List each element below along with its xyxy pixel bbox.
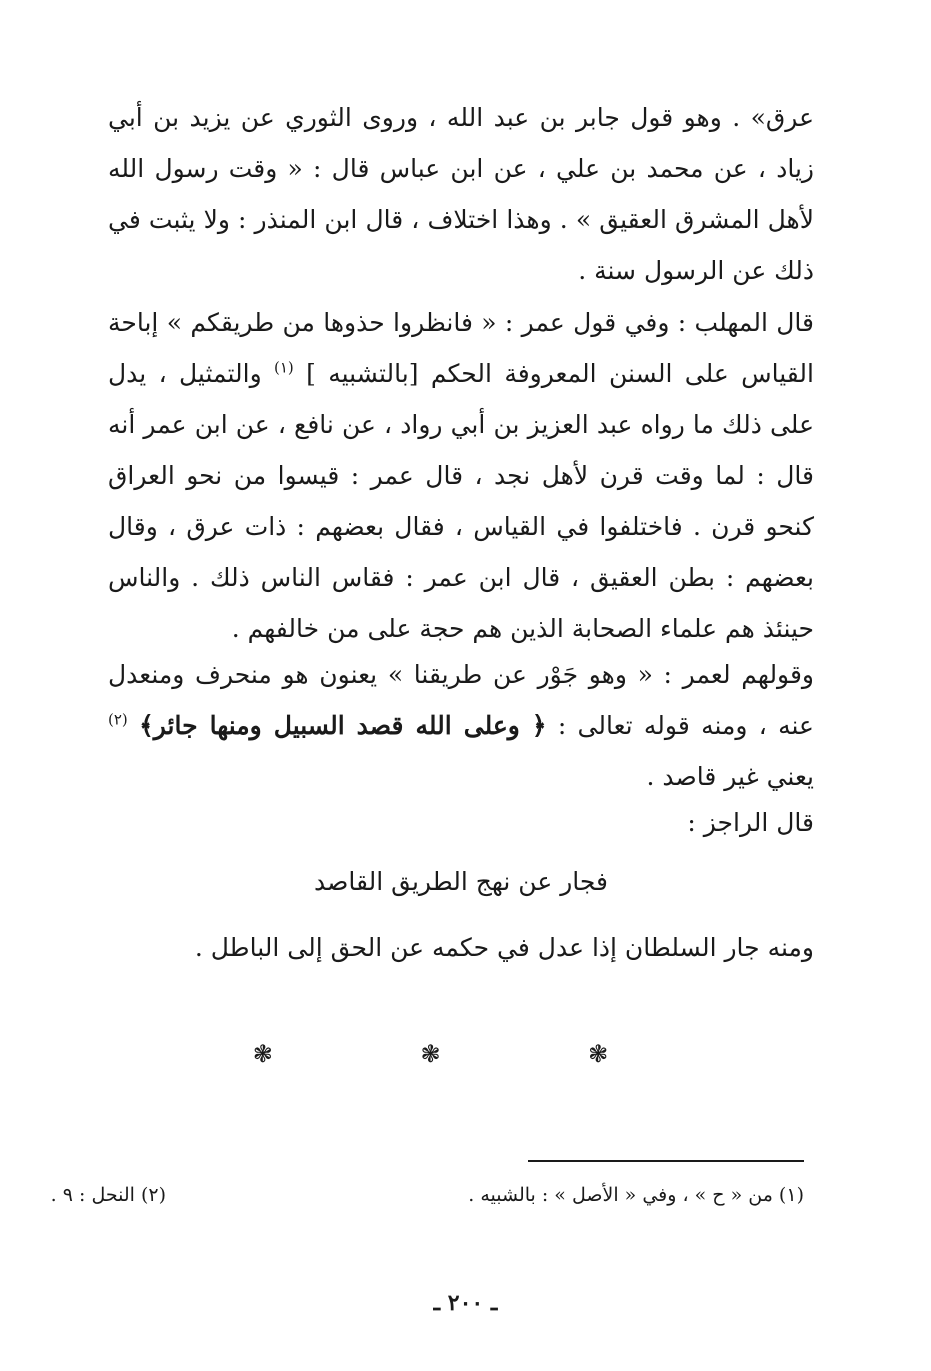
- page-number: ـ ٢٠٠ ـ: [433, 1290, 498, 1316]
- footnote-1: (١) من « ح » ، وفي « الأصل » : بالشبيه .: [468, 1184, 804, 1206]
- footnote-ref-1[interactable]: (١): [274, 358, 294, 377]
- footnote-divider: [528, 1160, 804, 1162]
- paragraph-3: [108, 649, 814, 802]
- paragraph-2-text-b: والتمثيل ، يدل على ذلك ما رواه عبد العزيز بن أبي رواد ، عن نافع ، عن ابن عمر أنه قال : لما وقت قرن لأهل نجد ، قال عمر : قيسوا من نحو العراق كنحو قرن . فاختلفوا في القياس ، فقال بعضهم : ذات عرق ، وقال بعضهم : بطن العقيق ، قال ابن عمر : فقاس الناس ذلك . والناس حينئذ هم علماء الصحابة الذين هم حجة على من خالفهم .: [108, 359, 814, 643]
- poetry-verse: فجار عن نهج الطريق القاصد: [314, 867, 608, 896]
- quran-quote: ﴿ وعلى الله قصد السبيل ومنها جائر﴾: [139, 711, 547, 740]
- footnote-2: (٢) النحل : ٩ .: [50, 1184, 166, 1206]
- paragraph-4: قال الراجز :: [687, 808, 814, 837]
- section-divider-ornament: ❃ ❃ ❃: [252, 1040, 679, 1068]
- paragraph-2: [108, 297, 814, 654]
- paragraph-3-text-b: يعني غير قاصد .: [646, 762, 814, 791]
- paragraph-1: عرق» . وهو قول جابر بن عبد الله ، وروى الثوري عن يزيد بن أبي زياد ، عن محمد بن علي ، عن ابن عباس قال : « وقت رسول الله لأهل المشرق العقيق » . وهذا اختلاف ، قال ابن المنذر : ولا يثبت في ذلك عن الرسول سنة .: [108, 103, 814, 285]
- paragraph-3-text-a: وقولهم لعمر : « وهو جَوْر عن طريقنا » يعنون هو منحرف ومنعدل عنه ، ومنه قوله تعالى :: [108, 660, 814, 740]
- paragraph-2-text-a: قال المهلب : وفي قول عمر : « فانظروا حذوها من طريقكم » إباحة القياس على السنن المعروفة الحكم [بالتشبيه ]: [108, 308, 814, 388]
- paragraph-5: ومنه جار السلطان إذا عدل في حكمه عن الحق إلى الباطل .: [194, 933, 814, 962]
- footnote-ref-2[interactable]: (٢): [108, 710, 128, 729]
